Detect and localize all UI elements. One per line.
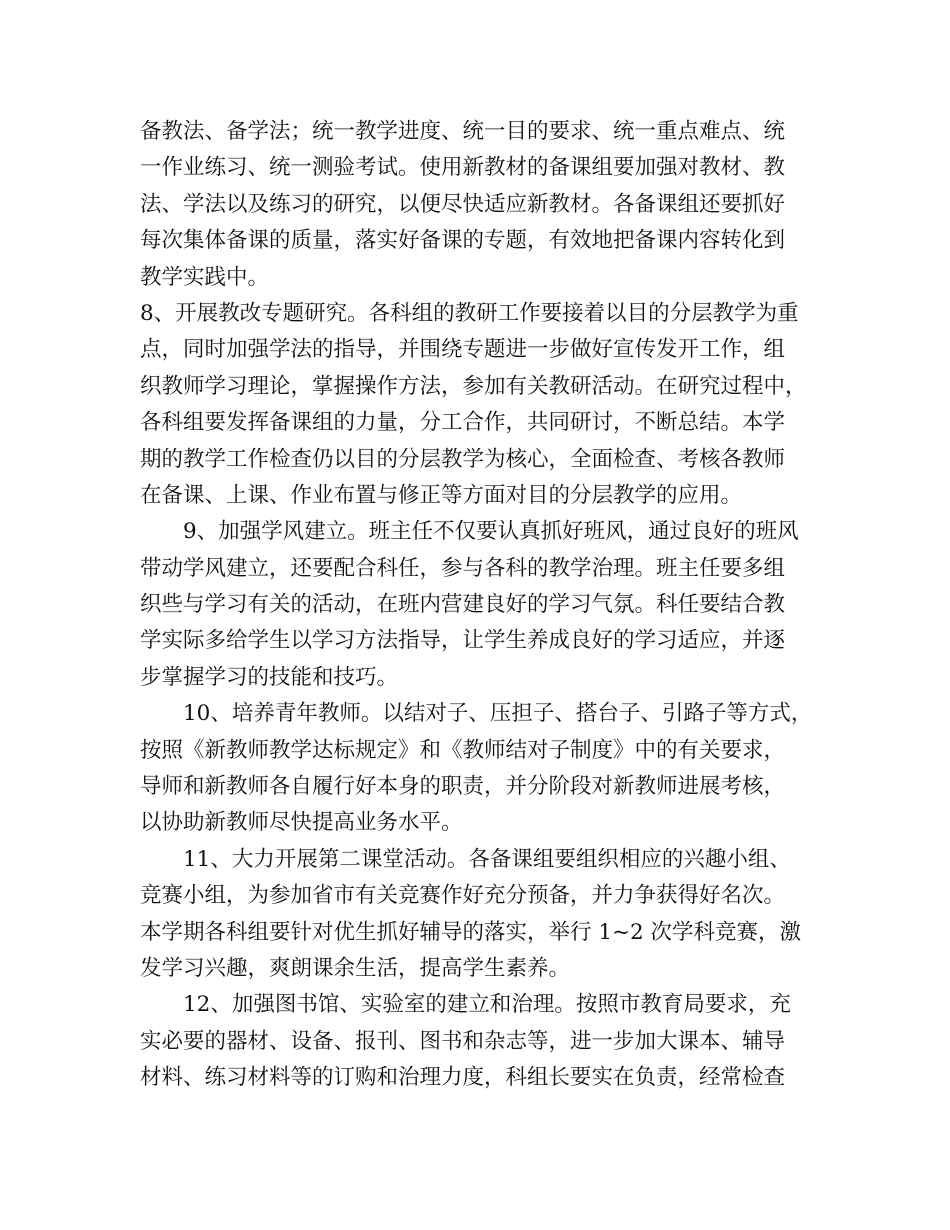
paragraph (140, 114, 830, 296)
paragraph (140, 696, 830, 842)
text-line: 教学实践中。 (140, 264, 270, 290)
paragraph (140, 842, 830, 988)
text-line: 带动学风建立，还要配合科任，参与各科的教学治理。班主任要多组 (140, 555, 786, 581)
text-line: 实必要的器材、设备、报刊、图书和杂志等，进一步加大课本、辅导 (140, 1028, 786, 1054)
text-line: 点，同时加强学法的指导，并围绕专题进一步做好宣传发开工作，组 (140, 337, 786, 363)
text-line: 法、学法以及练习的研究，以便尽快适应新教材。各备课组还要抓好 (140, 191, 786, 217)
text-line: 8、开展教改专题研究。各科组的教研工作要接着以目的分层教学为重 (140, 300, 799, 326)
text-line: 备教法、备学法；统一教学进度、统一目的要求、统一重点难点、统 (140, 119, 786, 144)
paragraph (140, 514, 830, 696)
text-line: 12、加强图书馆、实验室的建立和治理。按照市教育局要求，充 (183, 992, 791, 1018)
text-line: 按照《新教师教学达标规定》和《教师结对子制度》中的有关要求， (140, 737, 786, 763)
text-line: 织教师学习理论，掌握操作方法，参加有关教研活动。在研究过程中， (140, 373, 807, 399)
paragraph (140, 296, 830, 514)
text-line: 材料、练习材料等的订购和治理力度，科组长要实在负责，经常检查 (140, 1065, 786, 1091)
text-line: 每次集体备课的质量，落实好备课的专题，有效地把备课内容转化到 (140, 228, 786, 254)
paragraph (140, 987, 830, 1096)
text-line: 织些与学习有关的活动，在班内营建良好的学习气氛。科任要结合教 (140, 592, 786, 618)
text-line: 10、培养青年教师。以结对子、压担子、搭台子、引路子等方式， (183, 701, 813, 727)
text-line: 本学期各科组要针对优生抓好辅导的落实，举行 1~2 次学科竞赛，激 (140, 919, 802, 945)
text-line: 导师和新教师各自履行好本身的职责，并分阶段对新教师进展考核， (140, 774, 786, 800)
text-line: 学实际多给学生以学习方法指导，让学生养成良好的学习适应，并逐 (140, 628, 786, 654)
text-line: 竞赛小组，为参加省市有关竞赛作好充分预备，并力争获得好名次。 (140, 883, 786, 909)
body-text (140, 114, 830, 1097)
text-line: 在备课、上课、作业布置与修正等方面对目的分层教学的应用。 (140, 482, 743, 508)
text-line: 一作业练习、统一测验考试。使用新教材的备课组要加强对教材、教 (140, 155, 786, 181)
text-line: 9、加强学风建立。班主任不仅要认真抓好班风，通过良好的班风 (183, 519, 799, 545)
text-line: 步掌握学习的技能和技巧。 (140, 664, 399, 690)
text-line: 发学习兴趣，爽朗课余生活，提高学生素养。 (140, 955, 571, 981)
text-line: 期的教学工作检查仍以目的分层教学为核心，全面检查、考核各教师 (140, 446, 786, 472)
text-line: 以协助新教师尽快提高业务水平。 (140, 810, 463, 836)
text-line: 11、大力开展第二课堂活动。各备课组要组织相应的兴趣小组、 (183, 846, 791, 872)
text-line: 各科组要发挥备课组的力量，分工合作，共同研讨，不断总结。本学 (140, 410, 786, 436)
